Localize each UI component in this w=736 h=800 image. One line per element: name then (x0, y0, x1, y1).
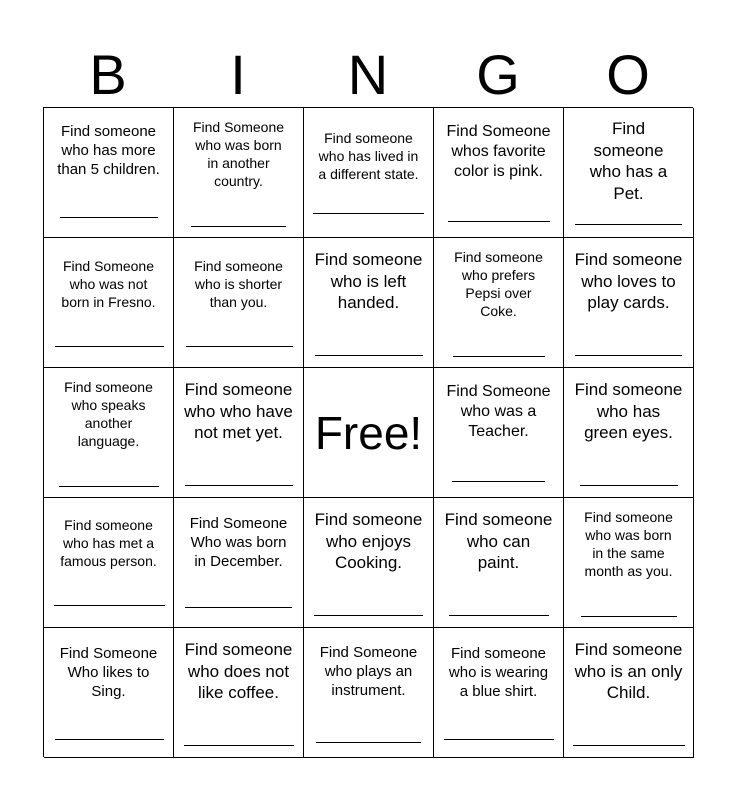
bingo-cell[interactable] (174, 238, 304, 368)
signature-line (59, 486, 159, 487)
cell-text: Find Someone who was not born in Fresno. (61, 258, 156, 310)
cell-text: Find Someone Who likes to Sing. (59, 645, 158, 700)
signature-line (449, 615, 549, 616)
header-letter-i: I (230, 43, 246, 106)
cell-text: Find someone who has more than 5 children. (57, 123, 160, 178)
header-letter-g: G (476, 43, 520, 106)
bingo-cell[interactable] (434, 498, 564, 628)
cell-text: Find someone who prefers Pepsi over Coke. (454, 249, 543, 319)
cell-text: Find someone who enjoys Cooking. (314, 510, 423, 572)
bingo-cell[interactable] (44, 498, 174, 628)
signature-line (452, 481, 545, 482)
bingo-cell[interactable] (434, 238, 564, 368)
cell-text: Find someone who is an only Child. (574, 640, 683, 702)
cell-text: Find Someone who was born in another country. (192, 119, 285, 189)
cell-text: Find someone who has green eyes. (574, 380, 683, 442)
bingo-header (43, 42, 693, 108)
signature-line (184, 745, 294, 746)
cell-text: Find Someone Who was born in December. (189, 515, 288, 570)
header-letter-b: B (89, 43, 127, 106)
signature-line (444, 739, 554, 740)
bingo-cell[interactable] (304, 238, 434, 368)
bingo-cell[interactable] (304, 498, 434, 628)
signature-line (185, 485, 293, 486)
cell-text: Find someone who has a Pet. (589, 119, 668, 203)
signature-line (580, 485, 678, 486)
header-letter-o: O (606, 43, 650, 106)
signature-line (573, 745, 685, 746)
signature-line (54, 605, 165, 606)
cell-text: Find someone who who have not met yet. (184, 380, 293, 442)
bingo-cell[interactable] (564, 368, 694, 498)
signature-line (316, 742, 421, 743)
signature-line (55, 346, 164, 347)
signature-line (313, 213, 424, 214)
bingo-cell[interactable] (174, 108, 304, 238)
signature-line (60, 217, 158, 218)
cell-text: Find Someone who was a Teacher. (446, 383, 551, 440)
bingo-cell[interactable] (174, 628, 304, 758)
signature-line (186, 346, 293, 347)
bingo-cell[interactable] (174, 368, 304, 498)
signature-line (191, 226, 286, 227)
bingo-cell[interactable] (564, 628, 694, 758)
signature-line (575, 224, 682, 225)
cell-text: Find someone who loves to play cards. (574, 250, 683, 312)
signature-line (55, 739, 164, 740)
cell-text: Find someone who is left handed. (314, 250, 423, 312)
cell-text: Find someone who is shorter than you. (194, 258, 283, 310)
bingo-cell[interactable] (44, 108, 174, 238)
signature-line (185, 607, 292, 608)
bingo-cell[interactable] (44, 368, 174, 498)
signature-line (453, 356, 545, 357)
free-space[interactable] (304, 368, 434, 498)
bingo-cell[interactable] (434, 108, 564, 238)
bingo-cell[interactable] (44, 238, 174, 368)
bingo-cell[interactable] (564, 108, 694, 238)
signature-line (575, 355, 682, 356)
signature-line (315, 355, 423, 356)
header-letter-n: N (347, 43, 389, 106)
bingo-cell[interactable] (304, 108, 434, 238)
signature-line (581, 616, 677, 617)
signature-line (448, 221, 550, 222)
bingo-cell[interactable] (434, 628, 564, 758)
cell-text: Find Someone whos favorite color is pink. (446, 123, 551, 180)
bingo-cell[interactable] (564, 498, 694, 628)
cell-text: Find someone who was born in the same month as you. (584, 509, 673, 579)
cell-text: Find someone who can paint. (444, 510, 553, 572)
bingo-cell[interactable] (304, 628, 434, 758)
bingo-cell[interactable] (434, 368, 564, 498)
cell-text: Find someone who has lived in a different state. (318, 130, 419, 182)
free-label: Free! (314, 406, 423, 459)
bingo-cell[interactable] (564, 238, 694, 368)
signature-line (314, 615, 423, 616)
cell-text: Find someone who has met a famous person. (60, 517, 157, 569)
cell-text: Find Someone who plays an instrument. (319, 644, 418, 699)
bingo-cell[interactable] (44, 628, 174, 758)
bingo-card-grid (43, 107, 693, 757)
bingo-cell[interactable] (174, 498, 304, 628)
cell-text: Find someone who is wearing a blue shirt. (448, 645, 549, 700)
cell-text: Find someone who speaks another language. (64, 379, 153, 449)
cell-text: Find someone who does not like coffee. (184, 640, 293, 702)
